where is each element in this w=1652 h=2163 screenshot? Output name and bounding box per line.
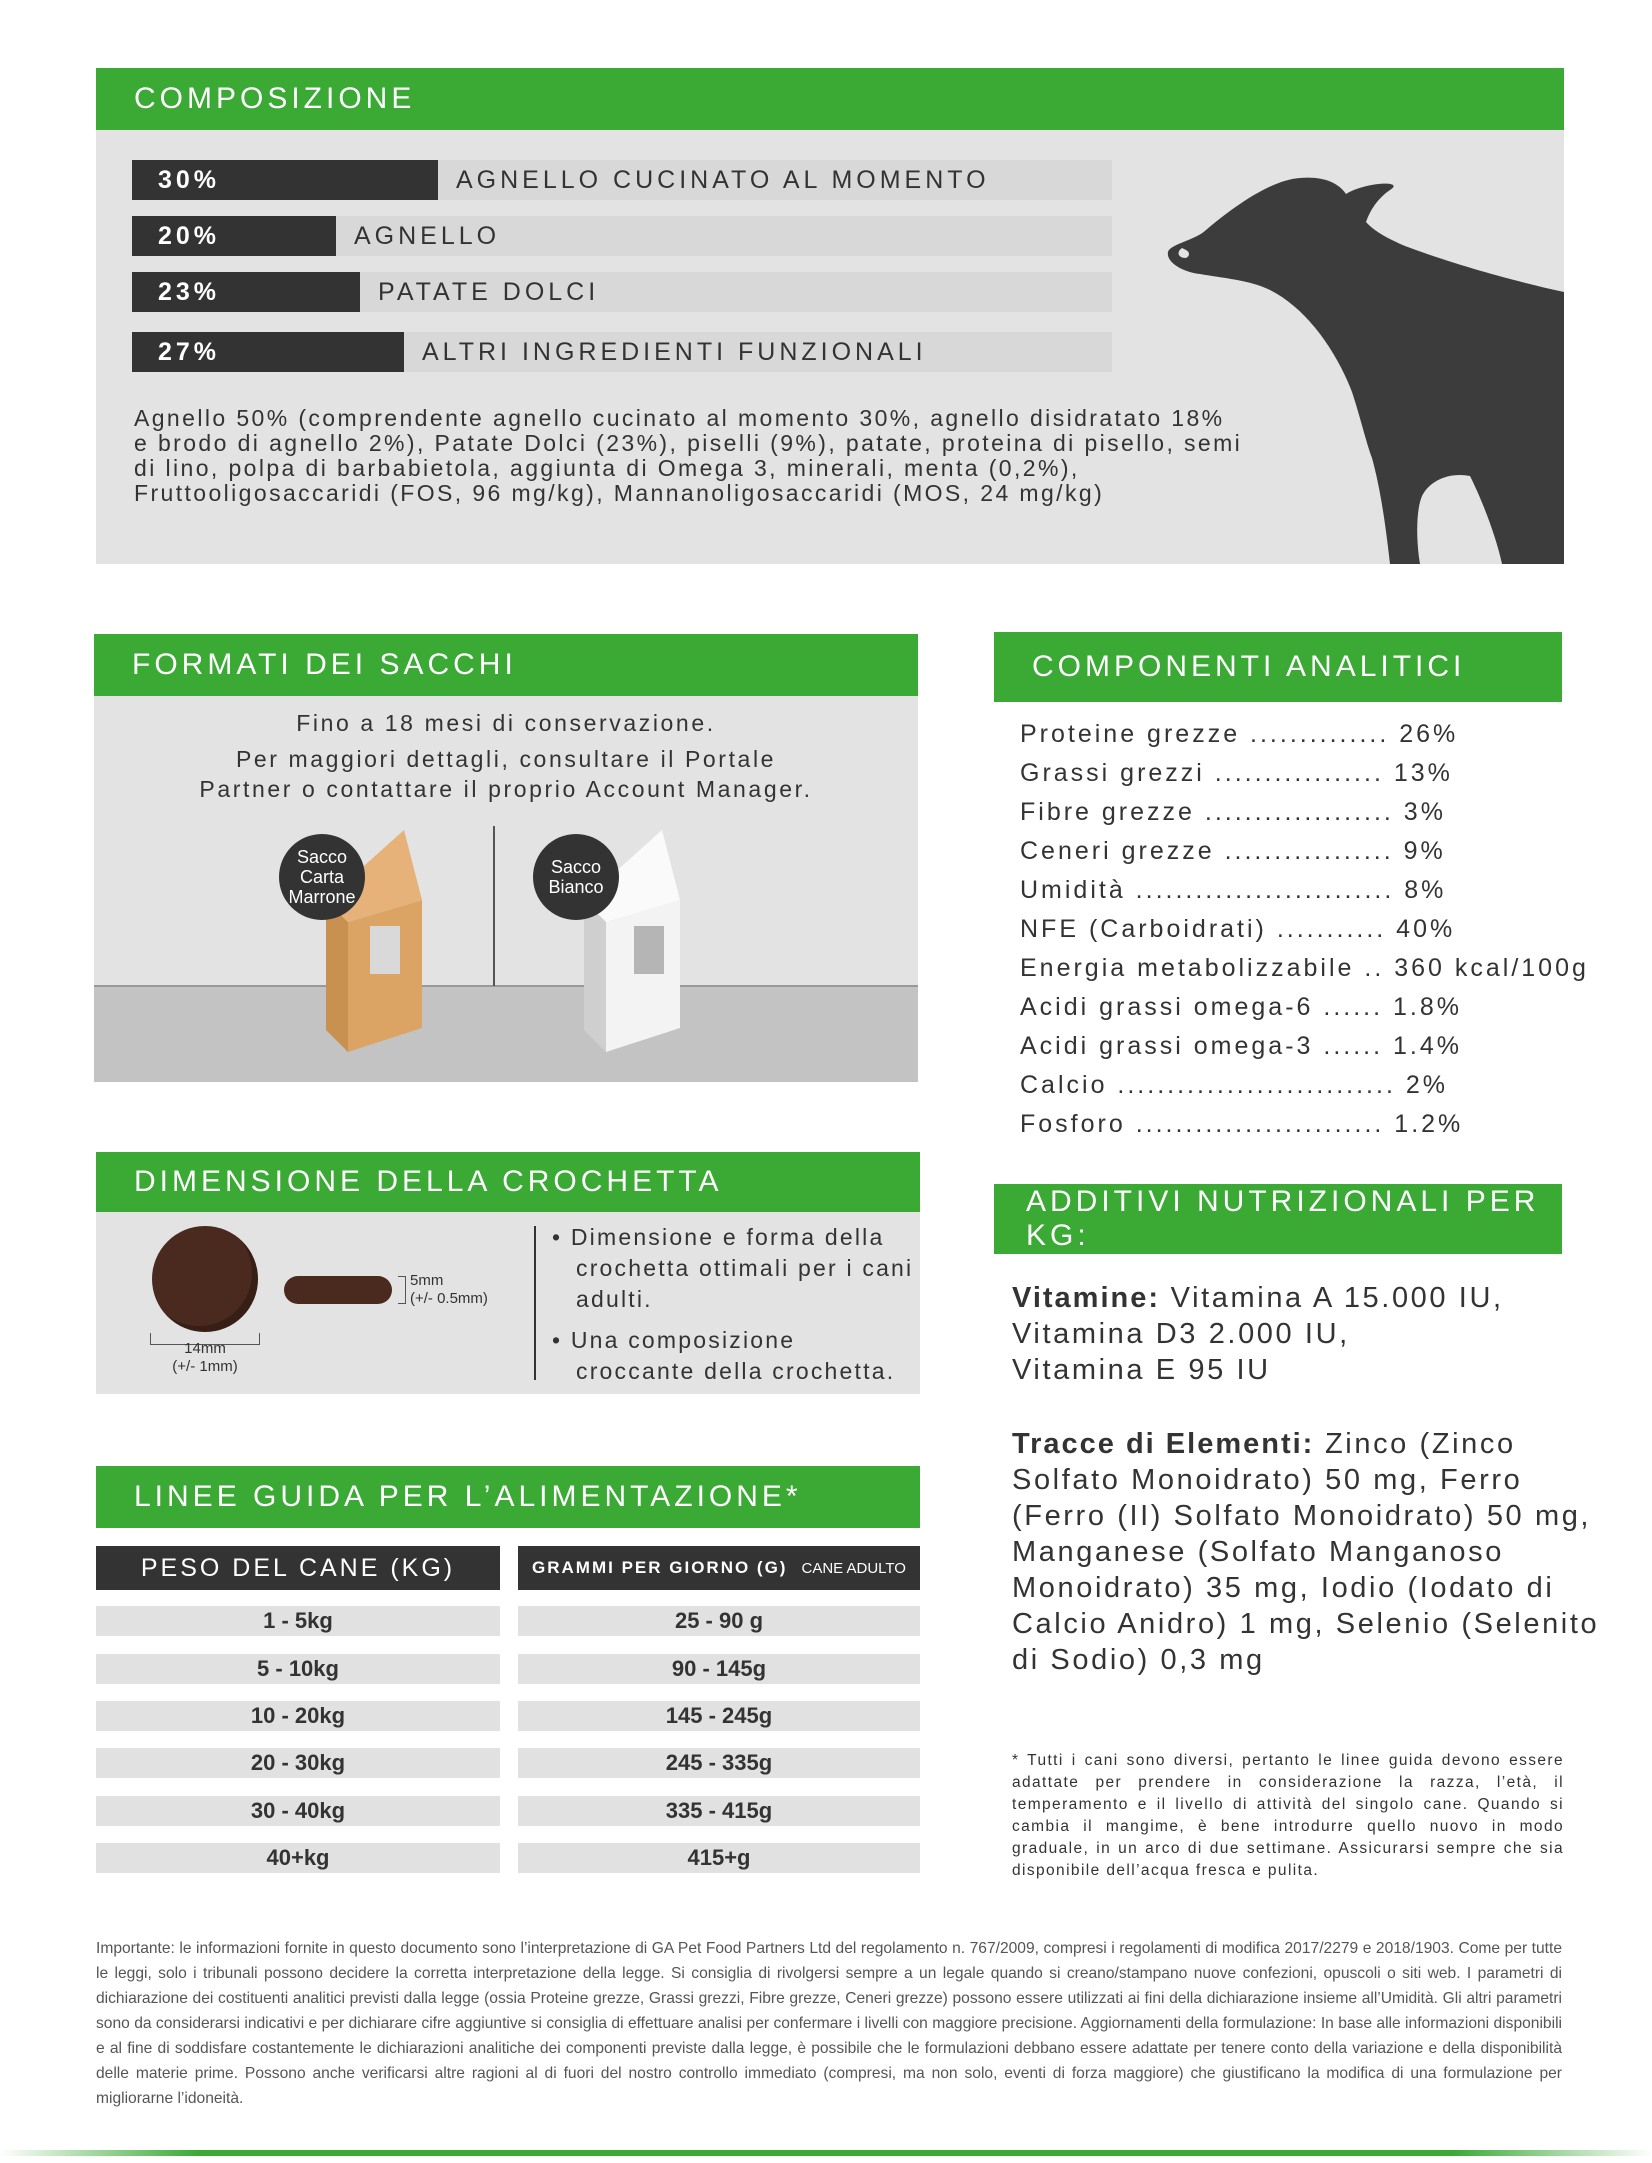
composition-label: PATATE DOLCI [378,277,600,306]
tracce-line: Monoidrato) 35 mg, Iodio (Iodato di [1012,1572,1555,1604]
analytic-row: NFE (Carboidrati) ........... 40% [1020,915,1456,943]
vitamine-text [1012,1280,1612,1388]
table-cell-grammi: 335 - 415g [518,1796,920,1826]
ingredients-line: Fruttooligosaccaridi (FOS, 96 mg/kg), Mannanoligosaccaridi (MOS, 24 mg/kg) [134,480,1105,506]
composition-pct: 20% [132,216,336,256]
bullet-line: croccante della crochetta. [576,1358,896,1384]
diameter-label [150,1340,260,1376]
thickness-value: 5mm [410,1272,444,1289]
diameter-tolerance: (+/- 1mm) [172,1358,238,1375]
col2-label: GRAMMI PER GIORNO (G) [532,1558,788,1577]
analytic-row: Acidi grassi omega-6 ...... 1.8% [1020,993,1462,1021]
formati-line: Per maggiori dettagli, consultare il Portale [235,746,777,772]
badge-line: Bianco [548,877,604,897]
badge-line: Marrone [288,887,356,907]
tracce-text [1012,1426,1632,1678]
analytic-row: Energia metabolizzabile .. 360 kcal/100g [1020,954,1589,982]
analytic-row: Grassi grezzi ................. 13% [1020,759,1453,787]
analytic-row: Ceneri grezze ................. 9% [1020,837,1446,865]
crochetta-bullets [552,1222,922,1387]
composition-pct: 30% [132,160,438,200]
analytic-row: Fibre grezze ................... 3% [1020,798,1446,826]
ingredients-line: di lino, polpa di barbabietola, aggiunta di Omega 3, minerali, menta (0,2%), [134,455,1080,481]
analytic-row: Umidità .......................... 8% [1020,876,1447,904]
table-cell-grammi: 25 - 90 g [518,1606,920,1636]
ingredients-line: Agnello 50% (comprendente agnello cucinato al momento 30%, agnello disidratato 18% [134,405,1225,431]
vitamine-label: Vitamine: [1012,1282,1161,1314]
vitamine-line: Vitamina D3 2.000 IU, [1012,1318,1350,1350]
kibble-round-icon [152,1226,258,1332]
thickness-tolerance: (+/- 0.5mm) [410,1290,488,1307]
vitamine-line: Vitamina A 15.000 IU, [1160,1282,1504,1314]
analytic-row: Calcio ............................ 2% [1020,1071,1448,1099]
tracce-line: Zinco (Zinco [1314,1428,1516,1460]
crochetta-title: DIMENSIONE DELLA CROCHETTA [96,1152,920,1212]
feeding-footnote: * Tutti i cani sono diversi, pertanto le linee guida devono essere adattate per prendere in considerazione la razza, l’età, il temperamento e il livello di attività del singolo cane. Quando si cambia il mangime, è bene introdurre quello nuovo in modo graduale, in un arco di due settimane. Assicurarsi sempre che sia disponibile dell’acqua fresca e pulita. [1012,1752,1564,1879]
feeding-table [96,1606,920,1878]
thickness-label [410,1272,488,1308]
tracce-line: Calcio Anidro) 1 mg, Selenio (Selenito [1012,1608,1600,1640]
table-cell-peso: 20 - 30kg [96,1748,500,1778]
linee-title: LINEE GUIDA PER L’ALIMENTAZIONE* [96,1466,920,1528]
kibble-side-icon [284,1276,392,1304]
composizione-title: COMPOSIZIONE [96,68,1564,130]
tracce-line: di Sodio) 0,3 mg [1012,1644,1265,1676]
divider [534,1226,536,1380]
formati-line: Fino a 18 mesi di conservazione. [296,710,716,736]
badge-line: Sacco [550,857,601,877]
bullet-line: crochetta ottimali per i cani [576,1255,914,1281]
tracce-line: (Ferro (II) Solfato Monoidrato) 50 mg, [1012,1500,1592,1532]
composition-label: AGNELLO CUCINATO AL MOMENTO [456,165,990,194]
table-cell-peso: 5 - 10kg [96,1654,500,1684]
additivi-title: ADDITIVI NUTRIZIONALI PER KG: [994,1184,1562,1254]
tracce-label: Tracce di Elementi: [1012,1428,1315,1460]
table-header-peso: PESO DEL CANE (KG) [96,1546,500,1590]
formati-line: Partner o contattare il proprio Account Manager. [199,776,813,802]
bottom-green-line [0,2150,1652,2156]
bullet-line: • Dimensione e forma della [552,1224,885,1250]
table-cell-grammi: 145 - 245g [518,1701,920,1731]
analytic-row: Fosforo ......................... 1.2% [1020,1110,1464,1138]
analitici-title: COMPONENTI ANALITICI [994,632,1562,702]
ingredients-line: e brodo di agnello 2%), Patate Dolci (23%), piselli (9%), patate, proteina di pisello, semi [134,430,1243,456]
composition-label: ALTRI INGREDIENTI FUNZIONALI [422,337,927,366]
table-cell-peso: 30 - 40kg [96,1796,500,1826]
analytic-row: Acidi grassi omega-3 ...... 1.4% [1020,1032,1462,1060]
tracce-line: Solfato Monoidrato) 50 mg, Ferro [1012,1464,1523,1496]
table-cell-grammi: 90 - 145g [518,1654,920,1684]
col2-sublabel: CANE ADULTO [801,1559,906,1577]
composition-pct: 27% [132,332,404,372]
badge-line: Sacco [296,847,348,867]
formati-title: FORMATI DEI SACCHI [94,634,918,696]
badge-line: Carta [299,867,344,887]
composition-label: AGNELLO [354,221,501,250]
table-cell-peso: 1 - 5kg [96,1606,500,1636]
tracce-line: Manganese (Solfato Manganoso [1012,1536,1504,1568]
bullet-line: • Una composizione [552,1327,796,1353]
thickness-bracket [398,1276,406,1304]
table-cell-peso: 40+kg [96,1843,500,1873]
table-header-grammi [518,1546,920,1590]
bullet-line: adulti. [576,1286,653,1312]
table-cell-grammi: 245 - 335g [518,1748,920,1778]
analytic-row: Proteine grezze .............. 26% [1020,720,1459,748]
table-cell-peso: 10 - 20kg [96,1701,500,1731]
vitamine-line: Vitamina E 95 IU [1012,1354,1271,1386]
diameter-value: 14mm [184,1340,226,1357]
legal-disclaimer: Importante: le informazioni fornite in questo documento sono l’interpretazione di GA Pet Food Partners Ltd del regolamento n. 767/2009, compresi i regolamenti di modifica 2017/2279 e 2018/1903. Come per tutte le leggi, solo i tribunali possono decidere la corretta interpretazione della legge. Si consiglia di rivolgersi sempre a un legale quando si creano/stampano nuove confezioni, opuscoli o siti web. I parametri di dichiarazione dei costituenti analitici previsti dalla legge (ossia Proteine grezze, Grassi grezzi, Fibre grezze, Ceneri grezze) possono essere utilizzati ai fini della dichiarazione insieme all’Umidità. Gli altri parametri sono da considerarsi indicativi e per dichiarare cifre aggiuntive si consiglia di effettuare analisi per confermare i livelli con maggiore precisione. Aggiornamenti della formulazione: In base alle informazioni disponibili e al fine di soddisfare costantemente le dichiarazioni analitiche dei componenti previste dalla legge, è possibile che le formulazioni debbano essere adattate per tenere conto della variazione e della disponibilità delle materie prime. Possono anche verificarsi altre ragioni al di fuori del nostro controllo immediato (compresi, ma non solo, eventi di forza maggiore) che giustificano la modifica di una formulazione per migliorarne l’idoneità. [96,1940,1562,2107]
table-cell-grammi: 415+g [518,1843,920,1873]
composition-pct: 23% [132,272,360,312]
